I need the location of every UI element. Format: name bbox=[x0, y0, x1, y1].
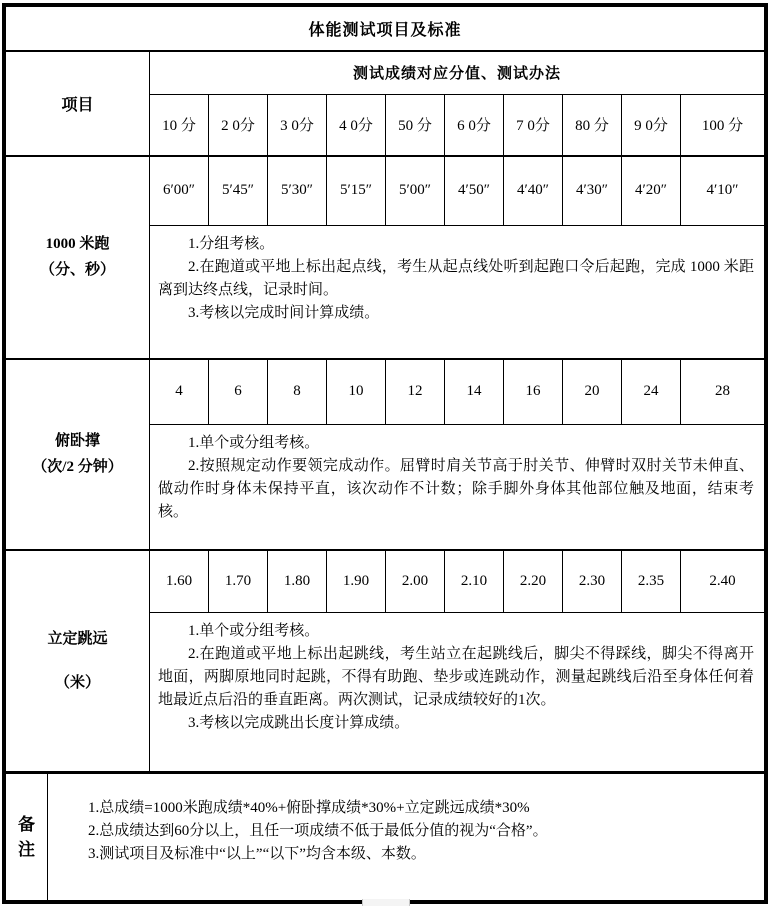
page-title: 体能测试项目及标准 bbox=[6, 7, 765, 51]
remark-line: 2.总成绩达到60分以上，且任一项成绩不低于最低分值的视为“合格”。 bbox=[88, 823, 548, 839]
remarks-content bbox=[48, 774, 764, 900]
score-value-cell: 5′15″ bbox=[327, 156, 386, 226]
score-value-cell: 5′30″ bbox=[268, 156, 327, 226]
section-name-line: （分、秒） bbox=[39, 262, 115, 278]
remark-line: 1.总成绩=1000米跑成绩*40%+俯卧撑成绩*30%+立定跳远成绩*30% bbox=[88, 800, 530, 816]
note-line: 1.分组考核。 bbox=[188, 236, 275, 252]
section-name-run bbox=[6, 156, 150, 359]
section-name-pushup bbox=[6, 359, 150, 550]
remarks-container bbox=[6, 774, 764, 900]
section-notes-pushup bbox=[150, 425, 765, 550]
section-name-line: （次/2 分钟） bbox=[32, 459, 123, 475]
note-line: 2.在跑道或平地上标出起点线，考生从起点线处听到起跑口令后起跑，完成 1000 米距离到达终点线，记录时间。 bbox=[158, 259, 754, 298]
score-header-cell: 7 0分 bbox=[504, 95, 563, 156]
score-value-cell: 4′30″ bbox=[563, 156, 622, 226]
score-header-cell: 80 分 bbox=[563, 95, 622, 156]
score-header-cell: 3 0分 bbox=[268, 95, 327, 156]
section-name-line: （米） bbox=[54, 674, 100, 691]
score-value-cell: 2.40 bbox=[681, 550, 765, 613]
score-value-cell: 1.90 bbox=[327, 550, 386, 613]
score-value-cell: 2.10 bbox=[445, 550, 504, 613]
section-run-values-row bbox=[6, 156, 765, 226]
note-line: 1.单个或分组考核。 bbox=[188, 623, 320, 639]
score-value-cell: 4′50″ bbox=[445, 156, 504, 226]
title-row bbox=[6, 7, 765, 51]
note-line: 2.按照规定动作要领完成动作。屈臂时肩关节高于肘关节、伸臂时双肘关节未伸直、做动作时身体未保持平直，该次动作不计数；除手脚外身体其他部位触及地面，结束考核。 bbox=[158, 458, 754, 520]
score-value-cell: 6 bbox=[209, 359, 268, 425]
note-line: 3.考核以完成跳出长度计算成绩。 bbox=[188, 715, 410, 731]
section-pushup-values-row bbox=[6, 359, 765, 425]
standards-table bbox=[5, 6, 765, 901]
score-header-cell: 6 0分 bbox=[445, 95, 504, 156]
score-value-cell: 2.00 bbox=[386, 550, 445, 613]
score-value-cell: 10 bbox=[327, 359, 386, 425]
score-value-cell: 5′45″ bbox=[209, 156, 268, 226]
remarks-label: 备注 bbox=[18, 815, 35, 859]
score-header-cell: 4 0分 bbox=[327, 95, 386, 156]
section-name-line: 1000 米跑 bbox=[45, 236, 110, 252]
column-header-item: 项目 bbox=[6, 51, 150, 156]
section-name-line: 立定跳远 bbox=[47, 630, 108, 647]
section-notes-run bbox=[150, 226, 765, 359]
score-value-cell: 2.20 bbox=[504, 550, 563, 613]
section-name-jump bbox=[6, 550, 150, 773]
note-line: 3.考核以完成时间计算成绩。 bbox=[188, 305, 380, 321]
remarks-row bbox=[6, 773, 765, 901]
column-header-scores: 测试成绩对应分值、测试办法 bbox=[150, 51, 765, 95]
section-jump-values-row bbox=[6, 550, 765, 613]
score-value-cell: 4′10″ bbox=[681, 156, 765, 226]
score-value-cell: 4′20″ bbox=[622, 156, 681, 226]
header-row bbox=[6, 51, 765, 95]
score-value-cell: 16 bbox=[504, 359, 563, 425]
score-value-cell: 20 bbox=[563, 359, 622, 425]
remarks-cell bbox=[6, 773, 765, 901]
score-value-cell: 1.70 bbox=[209, 550, 268, 613]
score-value-cell: 5′00″ bbox=[386, 156, 445, 226]
section-name-line: 俯卧撑 bbox=[54, 433, 100, 449]
section-notes-jump bbox=[150, 613, 765, 773]
fitness-test-table bbox=[2, 3, 768, 904]
score-header-cell: 100 分 bbox=[681, 95, 765, 156]
score-value-cell: 2.30 bbox=[563, 550, 622, 613]
score-value-cell: 24 bbox=[622, 359, 681, 425]
score-value-cell: 6′00″ bbox=[150, 156, 209, 226]
score-value-cell: 1.60 bbox=[150, 550, 209, 613]
score-value-cell: 1.80 bbox=[268, 550, 327, 613]
score-value-cell: 4 bbox=[150, 359, 209, 425]
score-value-cell: 8 bbox=[268, 359, 327, 425]
note-line: 2.在跑道或平地上标出起跳线，考生站立在起跳线后，脚尖不得踩线，脚尖不得离开地面，两脚原地同时起跳，不得有助跑、垫步或连跳动作，测量起跳线后沿至身体任何着地最近点后沿的垂直距离。两次测试，记录成绩较好的1次。 bbox=[158, 646, 754, 708]
remarks-label-cell bbox=[6, 774, 48, 900]
horizontal-scrollbar-thumb[interactable] bbox=[362, 899, 410, 906]
score-value-cell: 12 bbox=[386, 359, 445, 425]
score-header-cell: 2 0分 bbox=[209, 95, 268, 156]
remark-line: 3.测试项目及标准中“以上”“以下”均含本级、本数。 bbox=[88, 846, 426, 862]
score-value-cell: 4′40″ bbox=[504, 156, 563, 226]
score-header-cell: 10 分 bbox=[150, 95, 209, 156]
score-value-cell: 28 bbox=[681, 359, 765, 425]
score-header-cell: 50 分 bbox=[386, 95, 445, 156]
note-line: 1.单个或分组考核。 bbox=[188, 435, 320, 451]
score-header-cell: 9 0分 bbox=[622, 95, 681, 156]
score-value-cell: 2.35 bbox=[622, 550, 681, 613]
score-value-cell: 14 bbox=[445, 359, 504, 425]
